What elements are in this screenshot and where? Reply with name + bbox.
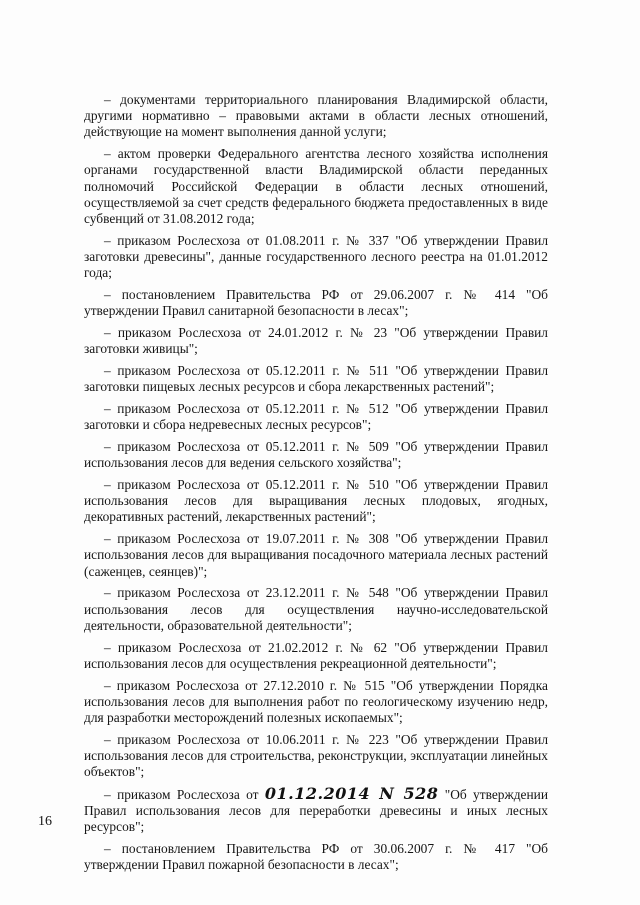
paragraph-text-before: – приказом Рослесхоза от xyxy=(104,787,265,803)
page-number: 16 xyxy=(38,814,52,829)
paragraph: – приказом Рослесхоза от 10.06.2011 г. № 223 "Об утверждении Правил использования лесов для строительства, реконструкции, эксплуатации линейных объектов"; xyxy=(84,731,548,780)
handwritten-date-number: 01.12.2014 N 528 xyxy=(264,784,439,804)
paragraph: – приказом Рослесхоза от 01.08.2011 г. № 337 "Об утверждении Правил заготовки древесины", данные государственного лесного реестра на 01.01.2012 года; xyxy=(84,232,548,281)
paragraph: – приказом Рослесхоза от 24.01.2012 г. № 23 "Об утверждении Правил заготовки живицы"; xyxy=(84,325,548,357)
paragraph: – приказом Рослесхоза от 19.07.2011 г. № 308 "Об утверждении Правил использования лесов для выращивания посадочного материала лесных растений (саженцев, сеянцев)"; xyxy=(84,531,548,579)
paragraph-handwritten-date xyxy=(84,786,548,836)
paragraph: – приказом Рослесхоза от 05.12.2011 г. № 512 "Об утверждении Правил заготовки и сбора недревесных лесных ресурсов"; xyxy=(84,401,548,433)
paragraph: – актом проверки Федерального агентства лесного хозяйства исполнения органами государственной власти Владимирской области переданных полномочий Российской Федерации в области лесных отношений, осуществляемой за счет средств федерального бюджета предоставленных в виде субвенций от 31.08.2012 года; xyxy=(84,146,548,227)
paragraph: – приказом Рослесхоза от 23.12.2011 г. № 548 "Об утверждении Правил использования лесов для осуществления научно-исследовательской деятельности, образовательной деятельности"; xyxy=(84,585,548,633)
paragraph: – документами территориального планирования Владимирской области, другими нормативно – правовыми актами в области лесных отношений, действующие на момент выполнения данной услуги; xyxy=(84,92,548,140)
document-body xyxy=(84,92,548,879)
paragraph: – приказом Рослесхоза от 27.12.2010 г. № 515 "Об утверждении Порядка использования лесов для выполнения работ по геологическому изучению недр, для разработки месторождений полезных ископаемых"; xyxy=(84,677,548,726)
paragraph: – приказом Рослесхоза от 05.12.2011 г. № 510 "Об утверждении Правил использования лесов для выращивания лесных плодовых, ягодных, декоративных растений, лекарственных растений"; xyxy=(84,477,548,525)
paragraph: – приказом Рослесхоза от 05.12.2011 г. № 509 "Об утверждении Правил использования лесов для ведения сельского хозяйства"; xyxy=(84,439,548,471)
paragraph-text-after: "Об утверждении Правил использования лесов для переработки древесины и иных лесных ресурсов"; xyxy=(84,787,548,835)
paragraph: – постановлением Правительства РФ от 30.06.2007 г. № 417 "Об утверждении Правил пожарной безопасности в лесах"; xyxy=(84,841,548,873)
paragraph: – постановлением Правительства РФ от 29.06.2007 г. № 414 "Об утверждении Правил санитарной безопасности в лесах"; xyxy=(84,287,548,319)
paragraph: – приказом Рослесхоза от 21.02.2012 г. № 62 "Об утверждении Правил использования лесов для осуществления рекреационной деятельности"; xyxy=(84,639,548,671)
paragraph: – приказом Рослесхоза от 05.12.2011 г. № 511 "Об утверждении Правил заготовки пищевых лесных ресурсов и сбора лекарственных растений"; xyxy=(84,363,548,395)
